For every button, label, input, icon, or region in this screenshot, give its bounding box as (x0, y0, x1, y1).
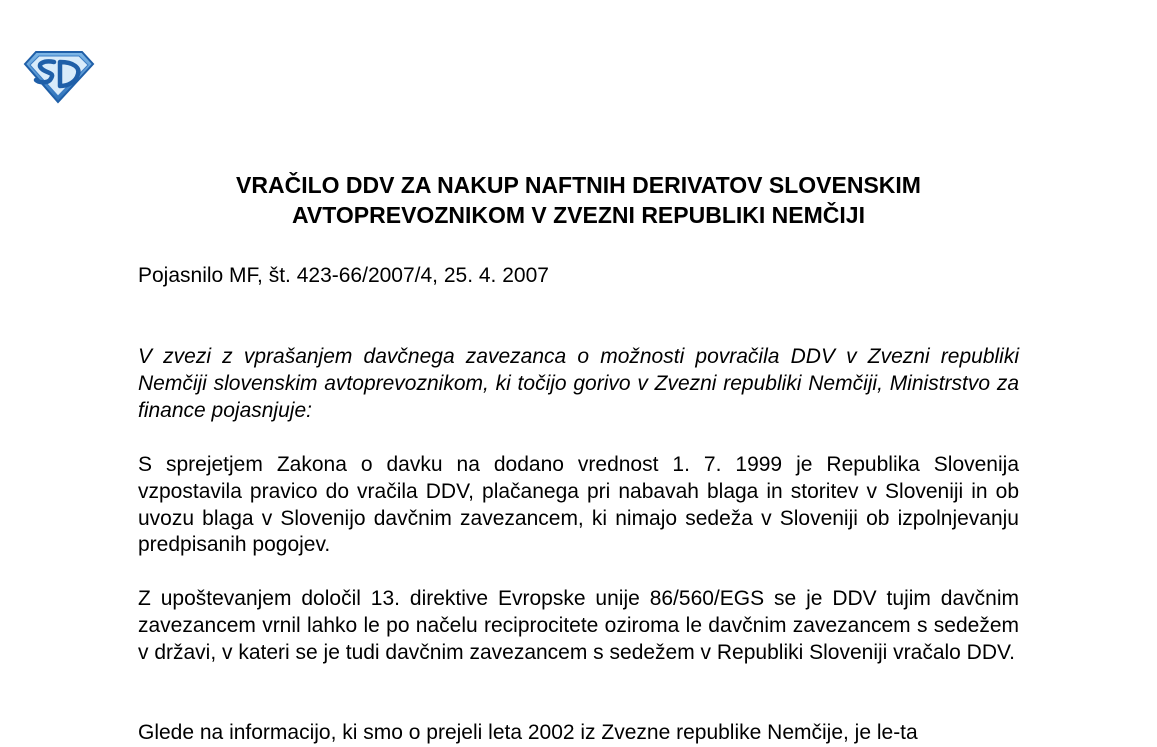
title-line-2: AVTOPREVOZNIKOM V ZVEZNI REPUBLIKI NEMČIJI (292, 202, 865, 228)
body-paragraph-1: S sprejetjem Zakona o davku na dodano vrednost 1. 7. 1999 je Republika Slovenija vzpostavila pravico do vračila DDV, plačanega pri nabavah blaga in storitev v Sloveniji in ob uvozu blaga v Slovenijo davčnim zavezancem, ki nimajo sedeža v Sloveniji ob izpolnjevanju predpisanih pogojev. (138, 453, 1019, 557)
title-line-1: VRAČILO DDV ZA NAKUP NAFTNIH DERIVATOV SLOVENSKIM (236, 172, 921, 198)
company-logo (22, 48, 96, 104)
document-reference: Pojasnilo MF, št. 423-66/2007/4, 25. 4. 2007 (138, 264, 549, 287)
body-paragraph-3: Glede na informacijo, ki smo o prejeli leta 2002 iz Zvezne republike Nemčije, je le-ta (138, 721, 918, 744)
document-title (0, 170, 1157, 230)
intro-paragraph: V zvezi z vprašanjem davčnega zavezanca o možnosti povračila DDV v Zvezni republiki Nemčiji slovenskim avtoprevoznikom, ki točijo gorivo v Zvezni republiki Nemčiji, Ministrstvo za finance pojasnjuje: (138, 345, 1019, 422)
body-paragraph-2: Z upoštevanjem določil 13. direktive Evropske unije 86/560/EGS se je DDV tujim davčnim zavezancem vrnil lahko le po načelu reciprocitete oziroma le davčnim zavezancem s sedežem v državi, v kateri se je tudi davčnim zavezancem s sedežem v Republiki Sloveniji vračalo DDV. (138, 587, 1019, 664)
shield-logo-icon (22, 48, 96, 104)
